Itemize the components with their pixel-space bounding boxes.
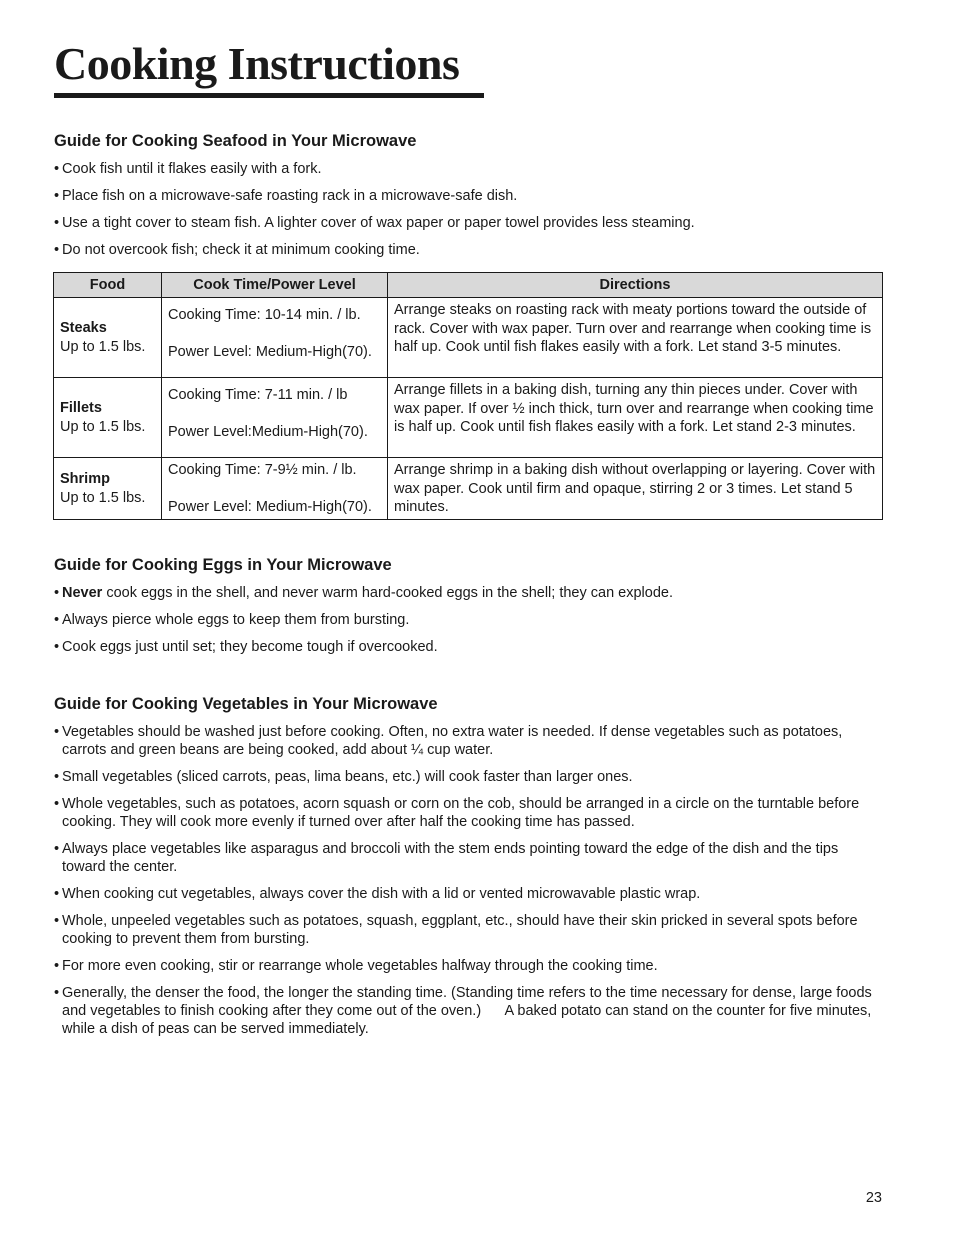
page-title: Cooking Instructions	[54, 38, 460, 89]
directions-cell: Arrange fillets in a baking dish, turning any thin pieces under. Cover with wax paper. If over ½ inch thick, turn over and rearrange when cooking time is half up. Cook until fish flakes easily with a fork. Let stand 2-3 minutes.	[388, 378, 883, 458]
eggs-heading: Guide for Cooking Eggs in Your Microwave	[54, 556, 392, 574]
list-item-text: Generally, the denser the food, the longer the standing time. (Standing time refers to the time necessary for dense, large foods and vegetables to finish cooking after they come out of the oven.) A baked potato can stand on the counter for five minutes, while a dish of peas can be served immediately.	[62, 985, 876, 1037]
vegetables-heading: Guide for Cooking Vegetables in Your Microwave	[54, 695, 438, 713]
cooking-time: Cooking Time: 10-14 min. / lb.	[168, 307, 361, 323]
vegetables-bullet-list	[54, 723, 884, 1038]
page-number: 23	[865, 1190, 882, 1206]
list-item-text: Cook eggs just until set; they become tough if overcooked.	[62, 639, 438, 655]
eggs-bullet-list	[54, 584, 884, 656]
list-item-text: Place fish on a microwave-safe roasting rack in a microwave-safe dish.	[62, 188, 518, 204]
list-item-text: cook eggs in the shell, and never warm hard-cooked eggs in the shell; they can explode.	[102, 585, 673, 601]
table-row	[54, 458, 883, 520]
food-cell	[54, 378, 162, 458]
list-item: • Do not overcook fish; check it at minimum cooking time.	[54, 242, 420, 258]
list-item: • When cooking cut vegetables, always cover the dish with a lid or vented microwavable plastic wrap.	[54, 886, 701, 902]
food-quantity: Up to 1.5 lbs.	[60, 338, 146, 355]
food-cell	[54, 458, 162, 520]
list-item: • Whole vegetables, such as potatoes, acorn squash or corn on the cob, should be arranged in a circle on the turntable before cooking. They will cook more evenly if turned over after half the cooking time has passed.	[54, 796, 860, 830]
list-item-text: Cook fish until it flakes easily with a fork.	[62, 161, 322, 177]
table-row	[54, 298, 883, 378]
food-name: Shrimp	[60, 471, 110, 487]
list-item-text: Vegetables should be washed just before cooking. Often, no extra water is needed. If dense vegetables such as potatoes, carrots and green beans are being cooked, add about ¼ cup water.	[62, 724, 843, 758]
list-item: • Vegetables should be washed just before cooking. Often, no extra water is needed. If dense vegetables such as potatoes, carrots and green beans are being cooked, add about ¼ cup water.	[54, 724, 843, 758]
food-quantity: Up to 1.5 lbs.	[60, 418, 146, 435]
list-item-text: Whole, unpeeled vegetables such as potatoes, squash, eggplant, etc., should have their skin pricked in several spots before cooking to prevent them from bursting.	[62, 913, 858, 947]
list-item-text: Whole vegetables, such as potatoes, acorn squash or corn on the cob, should be arranged in a circle on the turntable before cooking. They will cook more evenly if turned over after half the cooking time has passed.	[62, 796, 860, 830]
time-cell	[162, 298, 388, 378]
list-item-text: Use a tight cover to steam fish. A lighter cover of wax paper or paper towel provides less steaming.	[62, 215, 695, 231]
directions-cell: Arrange steaks on roasting rack with meaty portions toward the outside of rack. Cover with wax paper. Turn over and rearrange when cooking time is half up. Cook until fish flakes easily with a fork. Let stand 3-5 minutes.	[388, 298, 883, 378]
seafood-heading: Guide for Cooking Seafood in Your Microwave	[54, 132, 417, 150]
list-item: • Cook fish until it flakes easily with a fork.	[54, 161, 322, 177]
list-item-text: When cooking cut vegetables, always cover the dish with a lid or vented microwavable plastic wrap.	[62, 886, 701, 902]
time-cell	[162, 378, 388, 458]
seafood-section	[54, 131, 884, 268]
list-item: • Use a tight cover to steam fish. A lighter cover of wax paper or paper towel provides less steaming.	[54, 215, 695, 231]
list-item-text: Small vegetables (sliced carrots, peas, lima beans, etc.) will cook faster than larger ones.	[62, 769, 633, 785]
food-name: Fillets	[60, 400, 102, 416]
list-item: • Always pierce whole eggs to keep them from bursting.	[54, 612, 410, 628]
time-cell	[162, 458, 388, 520]
food-cell	[54, 298, 162, 378]
directions-cell: Arrange shrimp in a baking dish without overlapping or layering. Cover with wax paper. Cook until firm and opaque, stirring 2 or 3 times. Let stand 5 minutes.	[388, 458, 883, 520]
eggs-section	[54, 555, 884, 665]
vegetables-section	[54, 694, 884, 1047]
food-name: Steaks	[60, 320, 107, 336]
list-item: • Generally, the denser the food, the longer the standing time. (Standing time refers to the time necessary for dense, large foods and vegetables to finish cooking after they come out of the oven.) A baked potato can stand on the counter for five minutes, while a dish of peas can be served immediately.	[54, 985, 876, 1037]
power-level: Power Level: Medium-High(70).	[168, 498, 372, 515]
list-item-text: Always place vegetables like asparagus and broccoli with the stem ends pointing toward the edge of the dish and the tips toward the center.	[62, 841, 839, 875]
seafood-cooking-table	[53, 272, 883, 520]
cooking-time: Cooking Time: 7-11 min. / lb	[168, 387, 348, 403]
column-header-food: Food	[54, 273, 162, 298]
list-item-text: Do not overcook fish; check it at minimum cooking time.	[62, 242, 420, 258]
column-header-cook-time: Cook Time/Power Level	[162, 273, 388, 298]
food-quantity: Up to 1.5 lbs.	[60, 489, 146, 506]
list-item: • Never cook eggs in the shell, and never warm hard-cooked eggs in the shell; they can explode.	[54, 585, 673, 601]
list-item: • Place fish on a microwave-safe roasting rack in a microwave-safe dish.	[54, 188, 518, 204]
table-header-row	[54, 273, 883, 298]
list-item-text: Always pierce whole eggs to keep them from bursting.	[62, 612, 410, 628]
list-item-text: For more even cooking, stir or rearrange whole vegetables halfway through the cooking time.	[62, 958, 658, 974]
list-item: • Whole, unpeeled vegetables such as potatoes, squash, eggplant, etc., should have their skin pricked in several spots before cooking to prevent them from bursting.	[54, 913, 858, 947]
list-item: • Cook eggs just until set; they become tough if overcooked.	[54, 639, 438, 655]
list-item: • Small vegetables (sliced carrots, peas, lima beans, etc.) will cook faster than larger ones.	[54, 769, 633, 785]
column-header-directions: Directions	[388, 273, 883, 298]
power-level: Power Level: Medium-High(70).	[168, 343, 372, 360]
list-item: • Always place vegetables like asparagus and broccoli with the stem ends pointing toward the edge of the dish and the tips toward the center.	[54, 841, 839, 875]
title-rule	[54, 93, 484, 98]
never-emphasis: Never	[62, 585, 103, 601]
seafood-bullet-list	[54, 160, 884, 259]
power-level: Power Level:Medium-High(70).	[168, 423, 368, 440]
table-row	[54, 378, 883, 458]
cooking-time: Cooking Time: 7-9½ min. / lb.	[168, 462, 357, 478]
list-item: • For more even cooking, stir or rearrange whole vegetables halfway through the cooking time.	[54, 958, 658, 974]
